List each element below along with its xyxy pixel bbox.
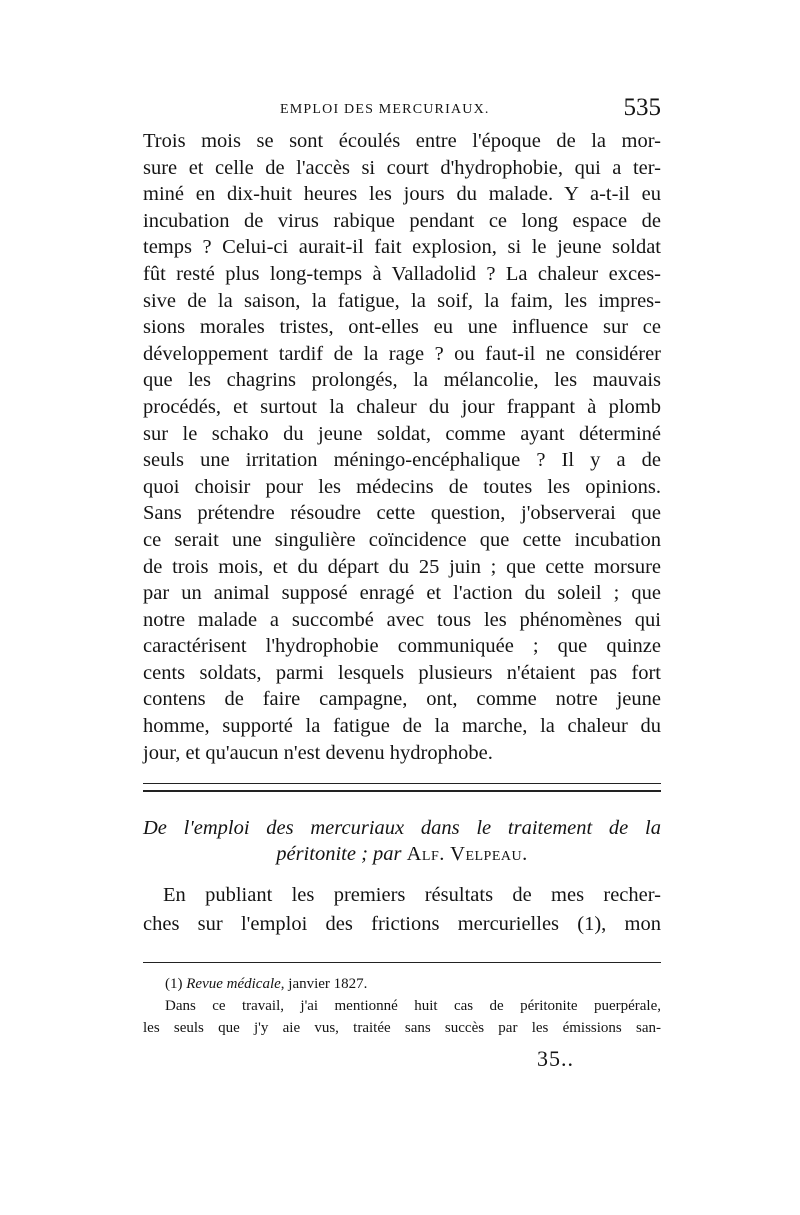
text-line: Sans prétendre résoudre cette question, j'observerai que [143,502,661,525]
text-line: Trois mois se sont écoulés entre l'époque de la mor- [143,130,661,152]
article-title-line: De l'emploi des mercuriaux dans le traitement de la [143,817,661,839]
footnote-line: les seuls que j'y aie vus, traitée sans succès par les émissions san- [143,1020,661,1036]
body-paragraph [143,128,661,766]
footnote-reference [143,973,661,995]
article-paragraph [143,881,661,938]
text-line: sions morales tristes, ont-elles eu une influence sur ce [143,316,661,339]
article-title-line [143,841,661,867]
article-author: Alf. Velpeau. [406,843,528,865]
page-number: 535 [623,94,661,121]
text-line: de trois mois, et du départ du 25 juin ; que cette morsure [143,555,661,578]
text-line: cents soldats, parmi lesquels plusieurs n'étaient pas fort [143,661,661,684]
text-line: homme, supporté la fatigue de la marche, la chaleur du [143,715,661,738]
text-line: En publiant les premiers résultats de mes recher- [163,884,661,906]
article-title-prefix: péritonite ; par [276,843,407,865]
text-line: ce serait une singulière coïncidence que cette incubation [143,528,661,551]
footnote-divider [143,962,661,963]
text-line: incubation de virus rabique pendant ce long espace de [143,209,661,232]
text-line: ches sur l'emploi des frictions mercurielles (1), mon [143,912,661,935]
text-line: seuls une irritation méningo-encéphalique ? Il y a de [143,449,661,472]
footnote-source-title: Revue médicale [186,976,281,992]
text-line: sure et celle de l'accès si court d'hydrophobie, qui a ter- [143,156,661,179]
footnotes [143,973,661,1039]
text-line: miné en dix-huit heures les jours du malade. Y a-t-il eu [143,183,661,206]
text-line: sive de la saison, la fatigue, la soif, la faim, les impres- [143,289,661,312]
text-line: par un animal supposé enragé et l'action du soleil ; que [143,582,661,605]
text-line: contens de faire campagne, ont, comme notre jeune [143,688,661,711]
footnote-line: Dans ce travail, j'ai mentionné huit cas de péritonite puerpérale, [165,998,661,1014]
footnote-marker: (1) [165,976,187,992]
text-line: fût resté plus long-temps à Valladolid ? La chaleur exces- [143,262,661,285]
text-line: caractérisent l'hydrophobie communiquée ; que quinze [143,635,661,658]
text-line: que les chagrins prolongés, la mélancolie, les mauvais [143,369,661,392]
text-line: procédés, et surtout la chaleur du jour frappant à plomb [143,395,661,418]
running-title: EMPLOI DES MERCURIAUX. [280,102,490,117]
text-line: sur le schako du jeune soldat, comme ayant déterminé [143,422,661,445]
text-line: développement tardif de la rage ? ou faut-il ne considérer [143,342,661,365]
section-divider [143,783,661,792]
signature-mark: 35.. [537,1046,574,1071]
text-line: temps ? Celui-ci aurait-il fait explosion, si le jeune soldat [143,236,661,259]
footnote-source-date: , janvier 1827. [280,976,368,992]
article-title [143,815,661,867]
text-line: jour, et qu'aucun n'est devenu hydrophobe. [143,741,493,764]
text-line: notre malade a succombé avec tous les phénomènes qui [143,608,661,631]
running-head [143,92,661,122]
text-line: quoi choisir pour les médecins de toutes les opinions. [143,475,661,498]
